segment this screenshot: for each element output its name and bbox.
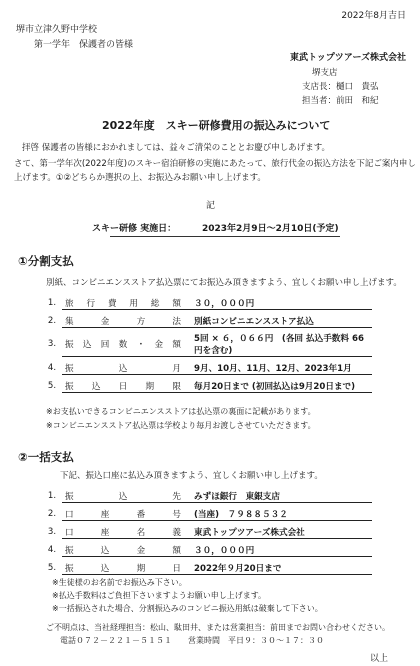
section-installment-heading: ①分割支払 xyxy=(18,254,74,268)
installment-table xyxy=(42,296,372,393)
row-number: 1. xyxy=(47,297,57,308)
table-row xyxy=(42,489,372,503)
body-paragraph-2: 上げます。①②どちらか選択の上、お振込みお願い申し上げます。 xyxy=(14,173,266,183)
table-row xyxy=(42,561,372,575)
table-row xyxy=(42,296,372,310)
lumpsum-note-3: ※一括振込された場合、分割振込みのコンビニ振込用紙は破棄して下さい。 xyxy=(52,604,323,613)
row-number: 4. xyxy=(47,544,57,555)
section-lumpsum-heading: ②一括支払 xyxy=(18,450,74,464)
recipient-parents: 第一学年 保護者の皆様 xyxy=(34,40,134,50)
row-number: 1. xyxy=(47,490,57,501)
row-value: 5回 × ６，０６６円 (各回 払込手数料 66円を含む) xyxy=(186,332,372,357)
row-number: 2. xyxy=(47,315,57,326)
closing-mark: 以上 xyxy=(370,654,389,664)
row-label: 振込金額 xyxy=(62,543,186,557)
body-paragraph-1: さて、第一学年次(2022年度)のスキー宿泊研修の実施にあたって、旅行代金の振込方法を下記ご案内申し xyxy=(14,159,416,169)
sender-company: 東武トップツアーズ株式会社 xyxy=(290,53,407,63)
row-label: 振込日期限 xyxy=(62,379,186,393)
row-number: 4. xyxy=(47,362,57,373)
row-value: 東武トップツアーズ株式会社 xyxy=(186,525,372,539)
period-value: 2023年2月9日～2月10日(予定) xyxy=(202,224,339,234)
row-number: 3. xyxy=(47,526,57,537)
table-row xyxy=(42,543,372,557)
table-row xyxy=(42,332,372,357)
row-label: 振込回数・金額 xyxy=(62,332,186,357)
table-row xyxy=(42,361,372,375)
lumpsum-note-2: ※払込手数料はご負担下さいますようお願い申し上げます。 xyxy=(52,591,267,600)
lumpsum-note-1: ※生徒様のお名前でお振込み下さい。 xyxy=(52,578,187,587)
sender-staff: 担当者：前田 和紀 xyxy=(302,96,379,106)
section-installment-intro: 別紙、コンビニエンスストア払込票にてお振込み頂きますよう、宜しくお願い申し上げます。 xyxy=(46,278,402,288)
table-row xyxy=(42,314,372,328)
row-number: 3. xyxy=(47,339,57,350)
row-label: 振込月 xyxy=(62,361,186,375)
table-row xyxy=(42,525,372,539)
period-label: スキー研修 実施日： xyxy=(92,224,177,234)
body-greeting: 拝啓 保護者の皆様におかれましては、益々ご清栄のこととお慶び申しあげます。 xyxy=(22,143,331,153)
row-label: 振込先 xyxy=(62,489,186,503)
row-value: みずほ銀行 東銀支店 xyxy=(186,489,372,503)
row-number: 5. xyxy=(47,562,57,573)
section-lumpsum-intro: 下記、振込口座に払込み頂きますよう、宜しくお願い申し上げます。 xyxy=(60,471,323,481)
row-number: 2. xyxy=(47,508,57,519)
contact-phone: 電話０７２－２２１－５１５１ 営業時間 平日９：３０～１７：３０ xyxy=(60,636,324,645)
row-label: 集金方法 xyxy=(62,314,186,328)
sender-manager: 支店長：樋口 貴弘 xyxy=(302,82,379,92)
row-value: ３０，０００円 xyxy=(186,543,372,557)
row-label: 口座名義 xyxy=(62,525,186,539)
ki-heading: 記 xyxy=(206,201,216,211)
period-underline xyxy=(110,236,340,237)
lumpsum-table xyxy=(42,489,372,575)
row-value: 2022年９月20日まで xyxy=(186,561,372,575)
table-row xyxy=(42,379,372,393)
row-number: 5. xyxy=(47,380,57,391)
row-label: 旅行費用総額 xyxy=(62,296,186,310)
sender-branch: 堺支店 xyxy=(312,68,338,78)
document-date: 2022年8月吉日 xyxy=(341,11,406,21)
row-value: 9月、10月、11月、12月、2023年1月 xyxy=(186,361,372,375)
installment-note-1: ※お支払いできるコンビニエンスストアは払込票の裏面に記載があります。 xyxy=(46,407,316,416)
contact-info: ご不明点は、当社経理担当：松山、駄田井、または営業担当：前田までお問い合わせください。 xyxy=(46,623,390,632)
row-value: 別紙コンビニエンスストア払込 xyxy=(186,314,372,328)
document-title: 2022年度 スキー研修費用の振込みについて xyxy=(102,119,331,132)
row-value: (当座) ７９８８５３２ xyxy=(186,507,372,521)
row-label: 口座番号 xyxy=(62,507,186,521)
row-label: 振込期日 xyxy=(62,561,186,575)
row-value: 毎月20日まで (初回払込は9月20日まで) xyxy=(186,379,372,393)
table-row xyxy=(42,507,372,521)
recipient-school: 堺市立津久野中学校 xyxy=(16,25,98,35)
row-value: ３０，０００円 xyxy=(186,296,372,310)
installment-note-2: ※コンビニエンスストア払込票は学校より毎月お渡しさせていただきます。 xyxy=(46,421,316,430)
